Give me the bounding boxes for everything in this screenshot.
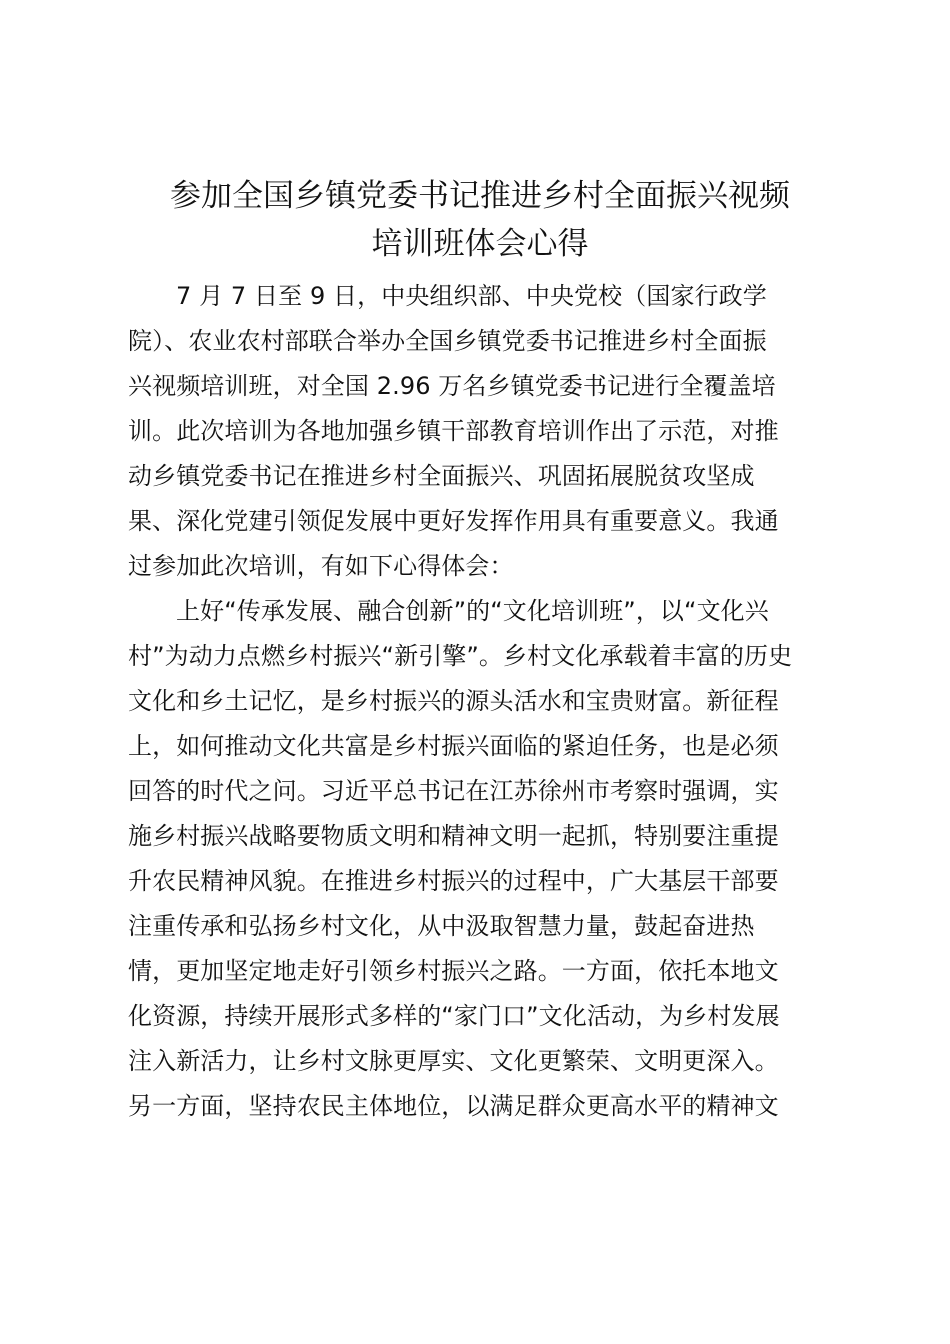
- document-title: [118, 172, 842, 268]
- paragraph-line: 果、深化党建引领促发展中更好发挥作用具有重要意义。我通: [128, 507, 779, 535]
- paragraph-line: 注重传承和弘扬乡村文化，从中汲取智慧力量，鼓起奋进热: [128, 912, 755, 940]
- paragraph-line: 文化和乡土记忆，是乡村振兴的源头活水和宝贵财富。新征程: [128, 687, 779, 715]
- paragraph-line: 化资源，持续开展形式多样的“家门口”文化活动，为乡村发展: [128, 1002, 780, 1030]
- paragraph-line: 施乡村振兴战略要物质文明和精神文明一起抓，特别要注重提: [128, 822, 779, 850]
- paragraph-line: 动乡镇党委书记在推进乡村全面振兴、巩固拓展脱贫攻坚成: [128, 462, 755, 490]
- paragraph-line: 上好“传承发展、融合创新”的“文化培训班”，以“文化兴: [176, 597, 769, 625]
- paragraph-line: 升农民精神风貌。在推进乡村振兴的过程中，广大基层干部要: [128, 867, 779, 895]
- paragraph-line: 上，如何推动文化共富是乡村振兴面临的紧迫任务，也是必须: [128, 732, 779, 760]
- paragraph-line: 兴视频培训班，对全国 2.96 万名乡镇党委书记进行全覆盖培: [128, 372, 776, 400]
- paragraph-line: 村”为动力点燃乡村振兴“新引擎”。乡村文化承载着丰富的历史: [128, 642, 793, 670]
- paragraph-line: 注入新活力，让乡村文脉更厚实、文化更繁荣、文明更深入。: [128, 1047, 779, 1075]
- title-line: 培训班体会心得: [371, 226, 589, 262]
- paragraph-line: 院）、农业农村部联合举办全国乡镇党委书记推进乡村全面振: [128, 327, 767, 355]
- paragraph-line: 情，更加坚定地走好引领乡村振兴之路。一方面，依托本地文: [128, 957, 779, 985]
- paragraph-line: 另一方面，坚持农民主体地位，以满足群众更高水平的精神文: [128, 1092, 779, 1120]
- paragraph-line: 7 月 7 日至 9 日，中央组织部、中央党校（国家行政学: [176, 282, 767, 310]
- title-line: 参加全国乡镇党委书记推进乡村全面振兴视频: [170, 178, 790, 214]
- paragraph-line: 回答的时代之问。习近平总书记在江苏徐州市考察时强调，实: [128, 777, 779, 805]
- paragraph-line: 过参加此次培训，有如下心得体会：: [128, 552, 514, 580]
- paragraph-line: 训。此次培训为各地加强乡镇干部教育培训作出了示范，对推: [128, 417, 779, 445]
